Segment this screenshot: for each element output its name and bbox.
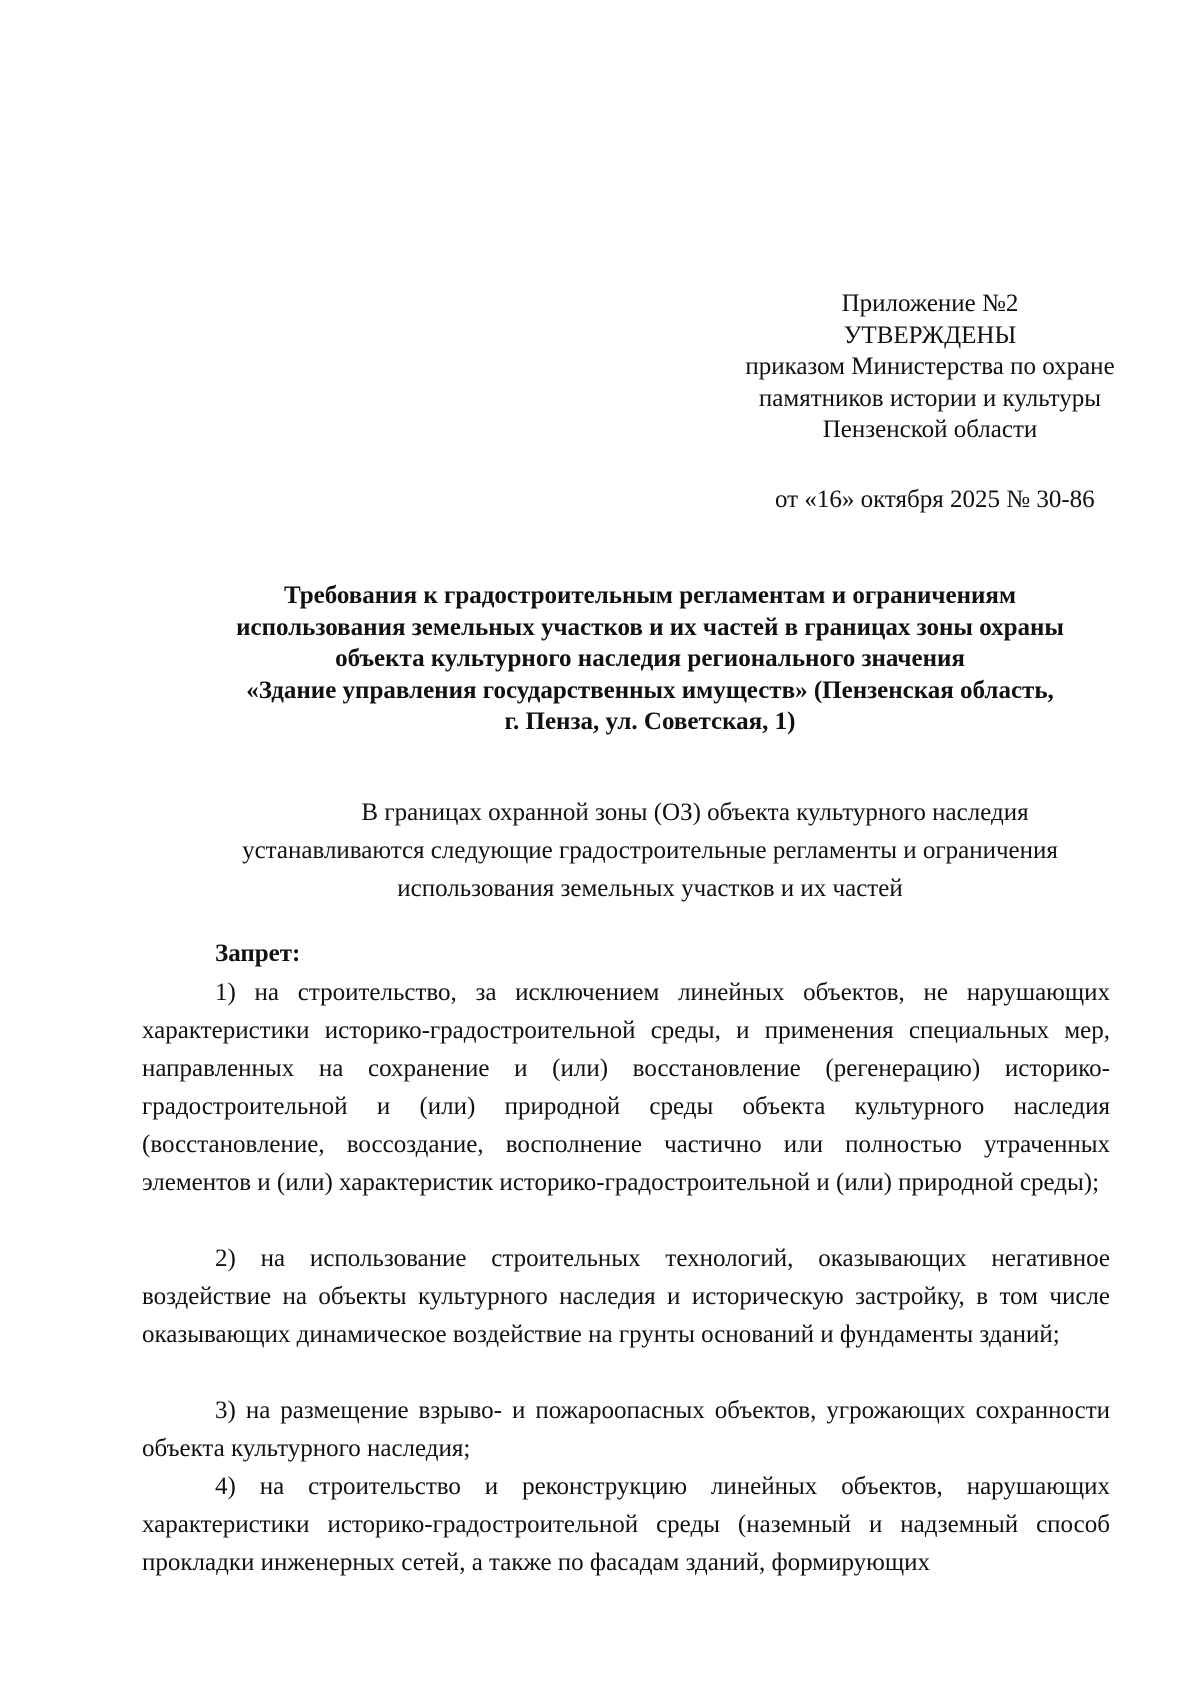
order-date: от «16» октября 2025 № 30-86: [775, 486, 1095, 513]
approval-block: [720, 288, 1140, 446]
intro-line-3: использования земельных участков и их частей: [397, 875, 903, 902]
document-title: [120, 580, 1180, 738]
title-line-2: использования земельных участков и их частей в границах зоны охраны: [236, 613, 1064, 641]
prohibition-heading: Запрет:: [215, 940, 301, 967]
prohibition-item-3: [142, 1392, 1110, 1468]
order-authority-line-3: Пензенской области: [822, 416, 1038, 443]
prohibition-item-text: 1) на строительство, за исключением линейных объектов, не нарушающих характеристики историко-градостроительной среды, и применения специальных мер, направленных на сохранение и (или) восстановление (регенерацию) историко-градостроительной и (или) природной среды объекта культурного наследия (восстановление, воссоздание, восполнение частично или полностью утраченных элементов и (или) характеристик историко-градостроительной и (или) природной среды);: [142, 979, 1110, 1196]
order-authority-line-1: приказом Министерства по охране: [745, 353, 1115, 380]
prohibition-item-text: 4) на строительство и реконструкцию линейных объектов, нарушающих характеристики историко-градостроительной среды (наземный и надземный способ прокладки инженерных сетей, а также по фасадам зданий, формирующих: [142, 1473, 1110, 1576]
approved-label: УТВЕРЖДЕНЫ: [843, 321, 1017, 349]
prohibition-item-text: 3) на размещение взрыво- и пожароопасных объектов, угрожающих сохранности объекта культурного наследия;: [142, 1397, 1110, 1462]
order-authority-line-2: памятников истории и культуры: [758, 384, 1102, 412]
prohibition-item-4: [142, 1468, 1110, 1582]
intro-paragraph: [160, 794, 1140, 908]
title-line-5: г. Пенза, ул. Советская, 1): [504, 708, 796, 735]
intro-line-2: устанавливаются следующие градостроительные регламенты и ограничения: [242, 837, 1058, 864]
title-line-3: объекта культурного наследия регионального значения: [335, 645, 965, 672]
title-line-4: «Здание управления государственных имуществ» (Пензенская область,: [246, 676, 1054, 704]
prohibition-item-text: 2) на использование строительных технологий, оказывающих негативное воздействие на объекты культурного наследия и историческую застройку, в том числе оказывающих динамическое воздействие на грунты оснований и фундаменты зданий;: [142, 1245, 1110, 1348]
intro-line-1: В границах охранной зоны (ОЗ) объекта культурного наследия: [361, 799, 1029, 826]
appendix-label: Приложение №2: [841, 290, 1019, 317]
prohibition-item-2: [142, 1240, 1110, 1354]
prohibition-item-1: [142, 974, 1110, 1202]
title-line-1: Требования к градостроительным регламентам и ограничениям: [283, 582, 1016, 609]
